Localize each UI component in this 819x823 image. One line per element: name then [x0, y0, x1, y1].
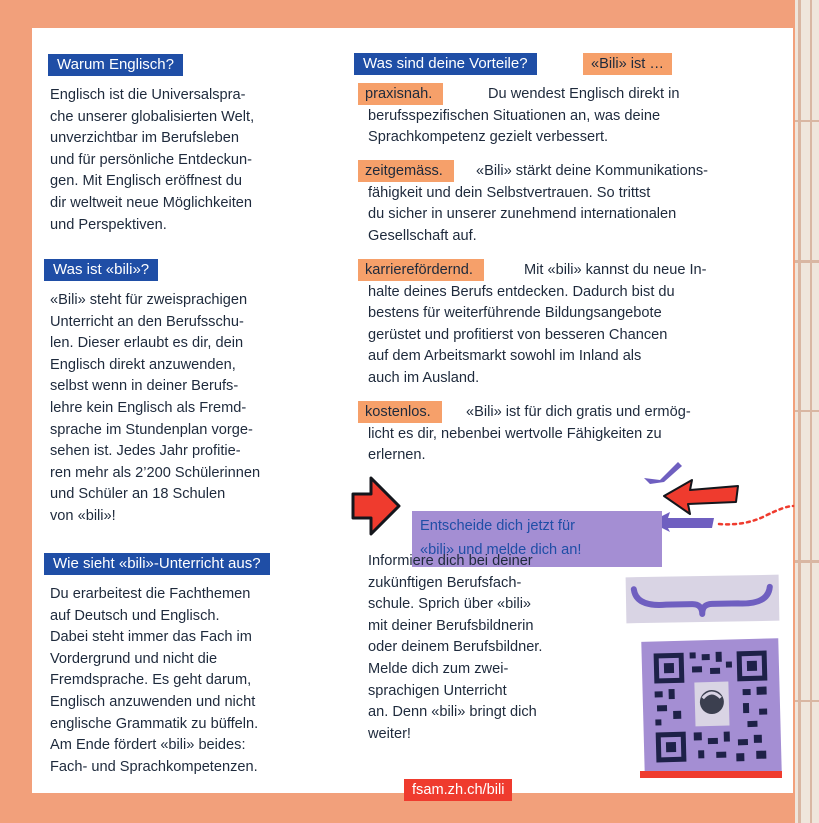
qr-panel: [641, 638, 781, 775]
tag-karrierefoerdernd: karrierefördernd.: [358, 259, 484, 281]
text-praxisnah: Du wendest Englisch direkt in berufsspezifischen Situationen an, was deine Sprachkompetenz gezielt verbessert.: [368, 86, 680, 146]
text-wie-sieht-unterricht: Du erarbeitest die Fachthemen auf Deutsch und Englisch. Dabei steht immer das Fach im Vordergrund und nicht die Fremdsprache. Es geht darum, Englisch anzuwenden und nicht englische Grammatik zu büffeln. Am Ende fördert «bili» beides: Fach- und Sprachkompetenzen.: [50, 586, 259, 775]
heading-bili-ist-tag: «Bili» ist …: [583, 53, 672, 75]
tag-praxisnah: praxisnah.: [358, 83, 443, 105]
curly-brace-icon: [626, 575, 780, 624]
heading-wie-sieht-unterricht: Wie sieht «bili»-Unterricht aus?: [44, 553, 270, 575]
tag-zeitgemaess: zeitgemäss.: [358, 160, 454, 182]
text-zeitgemaess: «Bili» stärkt deine Kommunikations- fähigkeit und dein Selbstvertrauen. So trittst du sicher in unserer zunehmend internationalen Gesellschaft auf.: [368, 163, 708, 244]
dotted-path-icon: [715, 502, 795, 532]
heading-was-ist-bili: Was ist «bili»?: [44, 259, 158, 281]
big-red-arrow-icon: [349, 476, 401, 538]
text-was-ist-bili: «Bili» steht für zweisprachigen Unterricht an den Berufsschu- len. Dieser erlaubt es dir, dein Englisch direkt anzuwenden, selbst wenn in deiner Berufs- lehre kein Englisch als Fremd- sprache im Stundenplan vorge- sehen ist. Jedes Jahr profitie- ren mehr als 2’200 Schülerinnen und Schüler an 18 Schulen von «bili»!: [50, 292, 261, 524]
text-informiere: Informiere dich bei deiner zukünftigen Berufsfach- schule. Sprich über «bili» mit deiner Berufsbildnerin oder deinem Berufsbildner. Melde dich zum zwei- sprachigen Unterricht an. Denn «bili» bringt dich weiter!: [368, 553, 543, 742]
brace-panel: [626, 575, 780, 624]
qr-code-icon: [641, 638, 781, 775]
text-karrierefoerdernd: Mit «bili» kannst du neue In- halte deines Berufs entdecken. Dadurch bist du bestens für weiterführende Bildungsangebote gerüstet und profitierst von besseren Chancen auf dem Arbeitsmarkt sowohl im Inland als auch im Ausland.: [368, 262, 707, 386]
heading-warum-englisch: Warum Englisch?: [48, 54, 183, 76]
tag-kostenlos: kostenlos.: [358, 401, 442, 423]
text-kostenlos: «Bili» ist für dich gratis und ermög- licht es dir, nebenbei wertvolle Fähigkeiten zu erlernen.: [368, 404, 691, 464]
flyer-page: [32, 28, 793, 798]
text-warum-englisch: Englisch ist die Universalspra- che unserer globalisierten Welt, unverzichtbar im Berufsleben und für persönliche Entdeckun- gen. Mit Englisch eröffnest du dir weltweit neue Möglichkeiten und Perspektiven.: [50, 87, 255, 233]
url-link[interactable]: fsam.zh.ch/bili: [404, 779, 512, 801]
cta-box[interactable]: Entscheide dich jetzt für «bili» und melde dich an!: [412, 511, 662, 567]
heading-vorteile: Was sind deine Vorteile?: [354, 53, 537, 75]
map-strip: [795, 0, 819, 823]
qr-underline: [640, 771, 782, 778]
